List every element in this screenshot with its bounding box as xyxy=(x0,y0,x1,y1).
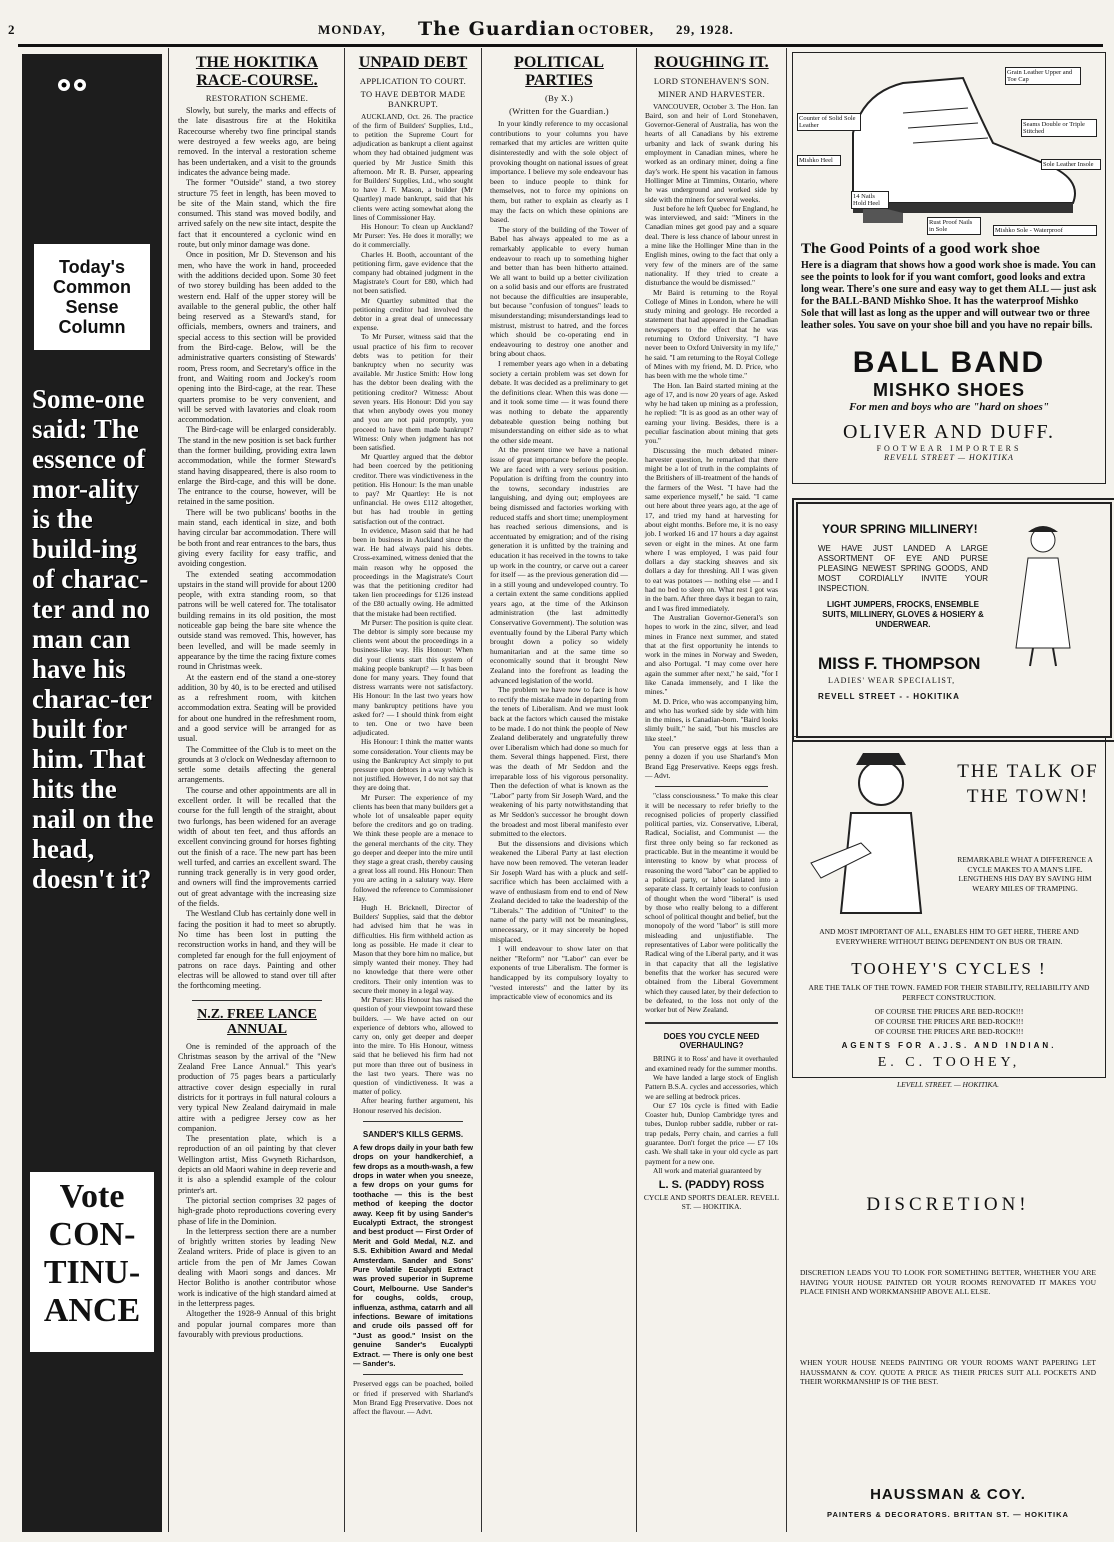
article-free-lance xyxy=(178,1042,336,1341)
mishko-shoes: MISHKO SHOES xyxy=(872,380,1026,400)
sanders-ad-text: A few drops daily in your bath few drops on your handkerchief, a few drops as a mouth-wash, a few drops in water when you sneeze, a few drops on your gums for toothache — this is the best method of keeping the doctor away. Keep fit by using Sander's Eucalypti Extract, the strongest and best product — First Order of Merit and Gold Medal, N.Z. and S.S. Exhibition Award and Medal Amsterdam. Sander and Sons' Pure Volatile Eucalypti Extract was proved superior in Supreme Court, Melbourne. Use Sander's for coughs, colds, croup, influenza, asthma, catarrh and all infections. Beware of imitations and crude oils passed off for "Just as good." Insist on the genuine Sander's Eucalypti Extract. — There is only one best — Sander's. xyxy=(353,1142,473,1369)
column-racecourse xyxy=(172,48,342,1532)
article-paragraph: After hearing further argument, his Honour reserved his decision. xyxy=(353,1096,473,1115)
column-unpaid-debt xyxy=(347,48,479,1532)
subhead-restoration: RESTORATION SCHEME. xyxy=(205,93,309,104)
shoe-label: Counter of Solid Sole Leather xyxy=(797,113,861,131)
byline: (By X.) xyxy=(544,93,574,104)
article-paragraph: Mr Purser: The position is quite clear. The debtor is simply sore because my clients went about the proceedings in a business-like way. His Honour: When did your clients start this system of making people bankrupt? — It has been done for many years. They found that distress warrants were not satisfactory. His Honour: In the last two years how many bankruptcy petitions have you asked for? — I should think from eight to ten. One or two have been adjudicated. xyxy=(353,617,473,738)
article-paragraph: His Honour: I think the matter wants some consideration. Your clients may be using the Bankruptcy Act simply to put pressure upon debtors in a way which is not justified. However, I do not say that they are doing that. xyxy=(353,737,473,793)
article-paragraph: Altogether the 1928-9 Annual of this bright and popular journal compares more than favourably with previous productions. xyxy=(178,1309,336,1339)
column-rule xyxy=(481,48,482,1532)
column-rule xyxy=(168,48,169,1532)
column-rule xyxy=(636,48,637,1532)
thompson-name: MISS F. THOMPSON xyxy=(818,654,981,673)
discretion-text-2: WHEN YOUR HOUSE NEEDS PAINTING OR YOUR ROOMS WANT PAPERING LET HAUSSMANN & COY. QUOTE A PRICE AS THEIR PRICES SUIT ALL POCKETS AND THEIR WORKMANSHIP IS OF THE BEST. xyxy=(800,1358,1096,1386)
discretion-headline: DISCRETION! xyxy=(866,1194,1030,1215)
column-rule xyxy=(344,48,345,1532)
man-illustration xyxy=(801,743,951,923)
haussman-ad xyxy=(792,1098,1104,1528)
owl-illustration xyxy=(52,76,92,94)
divider xyxy=(645,1022,778,1024)
article-paragraph: The course and other appointments are all in excellent order. It will be recalled that the course for the full length of the straight, about two furlongs, has been widened for an average width of about ten feet, and thus affords an excellent convincing ground for horses fighting out the finish of a race. The new part has been well turfed, and carries an excellent sward. The running track generally is in very good order, and owners will find the improvements carried out of great advantage with the increasing size of the fields. xyxy=(178,785,336,909)
article-paragraph: The former "Outside" stand, a two storey structure 75 feet in length, has been moved to be site of the Main stand, which the fire consumed. This stand was moved bodily, and arrived safely on the new site intact, despite the fact that it encountered a cyclonic wind en route, but only minor damage was done. xyxy=(178,178,336,250)
article-paragraph: The Hon. Ian Baird started mining at the age of 17, and is now 20 years of age. Asked why he had taken up mining as a profession, he replied: "It is as good as an other way of earning your living. Besides, there is a peculiar fascination about mining that gets you." xyxy=(645,380,778,446)
article-paragraph: In the letterpress section there are a number of brightly written stories by leading New Zealand writers. Pride of place is given to an article from the pen of Mr James Cowan dealing with Maori songs and dances. Mr Hector Bolitho is another contributor whose work is indicative of the high standard aimed at in the letterpress pages. xyxy=(178,1226,336,1308)
article-paragraph: The presentation plate, which is a reproduction of an oil painting by that clever Wellington artist, Miss Gwyneth Richardson, depicts an old Maori wahine in deep reverie and it is also a splendid example of the colour printer's art. xyxy=(178,1134,336,1195)
article-paragraph: Discussing the much debated miner-harvester question, he remarked that there might be a lot of truth in the complaints of the Britishers of ill-treatment of the hands of the farmers of the West. "I have had the same experience myself," he said. "I came out here about three years ago, at the age of 17, and tried my hand at harvesting for about eight months. Before me, it is no easy job. I worked 16 and 17 hours a day against seven or eight in the mines. At one farm where I was employed, I was paid four dollars a day stacking sheaves and six dollars a day for threshing. All I was given to eat was potatoes — nothing else — and I had no bed to sleep on. What rest I got was in the barn. After three days it began to rain, and I was fired immediately. xyxy=(645,445,778,613)
oliver-duff: OLIVER AND DUFF. xyxy=(842,421,1056,443)
article-paragraph: The extended seating accommodation upstairs in the stand will provide for about 1200 people, with extra standing room, so that patrons will be well catered for. The totalisator building remains in its old position, the most noticeable gap being the bare site whence the outside stand was removed. This, however, has been levelled, and will be made seemly in appearance by the time the racing fixture comes round in Christmas week. xyxy=(178,569,336,672)
article-paragraph: The Committee of the Club is to meet on the grounds at 3 o'clock on Wednesday afternoon to settle some details affecting the general arrangements. xyxy=(178,744,336,785)
millinery-items: LIGHT JUMPERS, FROCKS, ENSEMBLE SUITS, MILLINERY, GLOVES & HOSIERY & UNDERWEAR. xyxy=(822,600,984,629)
ross-name: L. S. (PADDY) ROSS xyxy=(658,1179,765,1192)
shoe-label: Seams Double or Triple Stitched xyxy=(1021,119,1097,137)
article-paragraph: Hugh H. Bricknell, Director of Builders' Supplies, said that the debtor had advised him that he was in difficulties. His firm withheld action as long as possible. He made it clear to Mason that they bore him no malice, but simply wanted their money. They had no knowledge that there were other creditors. Their only intention was to secure their money in a legal way. xyxy=(353,903,473,995)
bedrock-line: OF COURSE THE PRICES ARE BED-ROCK!!! xyxy=(874,1007,1024,1016)
millinery-headline: YOUR SPRING MILLINERY! xyxy=(822,522,978,536)
article-paragraph: Mr Purser: The experience of my clients has been that many builders get a whole lot of unsaleable paper equity before the creditors and go on trading. We think these people are a menace to the general merchants of the city. They go deeper and deeper into the mire until they stage a great crash, thereby causing a great loss all round. His Honour: Then you are acting in a salutary way. Here followed the reference to Commissioner Hay. xyxy=(353,792,473,903)
thompson-sub: LADIES' WEAR SPECIALIST, xyxy=(828,676,956,685)
shoe-label: 14 Nails Hold Heel xyxy=(851,191,889,209)
masthead-rule xyxy=(18,44,1103,47)
article-paragraph: AUCKLAND, Oct. 26. The practice of the firm of Builders' Supplies, Ltd., to petition the Supreme Court for adjudication as bankrupt a client against whom they had obtained judgment was queried by Mr Justice Smith this afternoon. Mr R. B. Purser, appearing for Builders' Supplies, Ltd., who sought to have J. F. Mason, a builder (Mr Quartley) made bankrupt, said that his clients were acting somewhat along the lines of Commissioner Hay. xyxy=(353,111,473,222)
lady-illustration xyxy=(998,518,1088,668)
shoe-label: Mishko Sole - Waterproof xyxy=(993,225,1097,236)
article-paragraph: I remember years ago when in a debating society a certain problem was set down for debate. It was decided as a preliminary to get the definitions clear. When this was done — and it took some time — it was found there was nothing to debate the apparently debateable question being nothing but misunderstanding on either side as to what the other side meant. xyxy=(490,359,628,445)
oliver-duff-address: REVELL STREET — HOKITIKA xyxy=(884,453,1014,462)
political-parties-continued xyxy=(645,791,778,1014)
eggs-advt: You can preserve eggs at less than a penny a dozen if you use Sharland's Mon Brand Egg Preservative. Keeps eggs fresh. — Advt. xyxy=(645,743,778,780)
sanders-ad-title: SANDER'S KILLS GERMS. xyxy=(362,1129,464,1139)
divider xyxy=(363,1121,463,1122)
sidebar-quote: Some-one said: The essence of mor-ality is the build-ing of charac-ter and no man can have his charac-ter built for him. That hits the nail on the head, doesn't it? xyxy=(32,384,154,894)
article-paragraph: Mr Baird is returning to the Royal College of Mines in London, where he will study mining and geology. He recorded a statement that had appeared in the Canadian newspapers to the effect that he was returning to Oxford University. "I have never been to Oxford University in my life," he said. "I am returning to the Royal College of Mines with my friend, M. D. Price, who has been with me the whole time." xyxy=(645,287,778,381)
discretion-text: DISCRETION LEADS YOU TO LOOK FOR SOMETHING BETTER, WHETHER YOU ARE HAVING YOUR HOUSE PAINTED OR YOUR ROOMS RENOVATED IT MAKES YOU PLACE FINISH AND WORKMANSHIP ABOVE ALL ELSE. xyxy=(800,1268,1096,1296)
ross-ad-text: We have landed a large stock of English Pattern B.S.A. cycles and accessories, which we are selling at bedrock prices. xyxy=(645,1072,778,1101)
shoe-text: Here is a diagram that shows how a good work shoe is made. You can see the points to look for if you want comfort, good looks and extra long wear. There's one sure and easy way to get them ALL — just ask for the BALL-BAND Mishko Shoe. It has the waterproof Mishko Sole that will last as long as the upper and will outwear two or three leather soles. You save on your shoe bill and you have no repair bills. xyxy=(801,260,1097,331)
written-for: (Written for the Guardian.) xyxy=(509,106,609,117)
talk-headline: THE TALK OF THE TOWN! xyxy=(957,761,1099,807)
toohey-ad xyxy=(792,736,1106,1078)
ross-ad-text: Our £7 10s cycle is fitted with Eadie Coaster hub, Dunlop Cambridge tyres and tubes, Dunlop rubber saddle, rubber or rat-trap pedals, Perry chain, and carries a full guarantee. Don't forget the price — £7 10s cash. We shall take in your old cycle as part payment for a new one. xyxy=(645,1100,778,1166)
toohey-text: ARE THE TALK OF THE TOWN. FAMED FOR THEIR STABILITY, RELIABILITY AND PERFECT CONSTRUCTION. xyxy=(808,983,1090,1002)
shoe-label: Mishko Heel xyxy=(797,155,841,166)
eggs-advt: Preserved eggs can be poached, boiled or fried if preserved with Sharland's Mon Brand Egg Preservative. Does not affect the flavour. — Advt. xyxy=(353,1379,473,1417)
article-roughing-it xyxy=(645,102,778,781)
article-paragraph: But the dissensions and divisions which weakened the Liberal Party at last election have now been removed. The veteran leader Sir Joseph Ward has with a pluck and self-sacrifice which has been acclaimed with a wave of enthusiasm from end to end of New Zealand decided to take the leadership of the "Liberals." The addition of "United" to the name of the party will not be meaningless, unnecessary, or it may sincerely be hoped misplaced. xyxy=(490,838,628,944)
divider xyxy=(655,786,768,787)
article-paragraph: The story of the building of the Tower of Babel has always appealed to me as a remarkably applicable to every human endeavour to reach up to something higher and better than has been hitherto attained. We all want to build up a better civilization on a solid basis and our efforts are frustrated not because the difficulties are insuperable, but because "confusion of tongues" leads to misunderstanding; misunderstandings lead to mistrust, mistrust to hatred, and the forces which should be co-operating end in endeavouring to destroy one another and bring about chaos. xyxy=(490,224,628,359)
subhead-application: APPLICATION TO COURT. xyxy=(359,75,467,86)
divider xyxy=(363,1374,463,1375)
ball-band-logo: BALL BAND xyxy=(852,346,1046,379)
article-paragraph: Mr Purser: His Honour has raised the question of your viewpoint toward these builders. — We have acted on our experience of debtors who, allowed to carry on, only get deeper and deeper into the mire. To His Honour, witness said that he believed his firm had not put more than three out of business in the last two years. There was no question of vindictiveness. It was a matter of policy. xyxy=(353,995,473,1097)
vote-box xyxy=(30,1172,154,1352)
bedrock-line: OF COURSE THE PRICES ARE BED-ROCK!!! xyxy=(874,1017,1024,1026)
headline-free-lance: N.Z. FREE LANCE ANNUAL xyxy=(197,1006,317,1038)
article-unpaid-debt xyxy=(353,112,473,1115)
article-political-parties xyxy=(490,119,628,1002)
masthead-date: 29, 1928. xyxy=(676,22,734,37)
masthead xyxy=(0,14,1114,44)
article-paragraph: The Australian Governor-General's son hopes to work in the zinc, silver, and lead mines in France next summer, and stated that at the first opportunity he intends to work in the mines in Norway and Sweden, and also Portugal. "I may come over here again the summer after next," he said, "for I like Canada immensely, and I like the mines." xyxy=(645,612,778,697)
article-paragraph: At the eastern end of the stand a one-storey addition, 30 by 40, is to be erected and utilised as a refreshment room, with kitchen accommodation extra. Seating will be provided for about one hundred in the refreshment room, and a good service will be arranged for as usual. xyxy=(178,672,336,744)
toohey-headline: TOOHEY'S CYCLES ! xyxy=(851,959,1047,978)
masthead-paper: The Guardian xyxy=(418,18,576,40)
article-paragraph: Just before he left Quebec for England, he was interviewed, and said: "Miners in the Canadian mines get good pay and a square deal. There is less chance of labour unrest in a mine like the Hollinger Mine than in the English mines, owing to the fact that only a very few of the miners are of the same nationality. If they tried to create a disturbance the would be dismissed." xyxy=(645,203,778,288)
ross-ad-text: All work and material guaranteed by xyxy=(653,1165,762,1175)
article-paragraph: Mr Quartley submitted that the petitioning creditor had involved the debtor in a great deal of unnecessary expense. xyxy=(353,295,473,333)
talk-more: AND MOST IMPORTANT OF ALL, ENABLES HIM TO GET HERE, THERE AND EVERYWHERE WITHOUT BEING DEPENDENT ON BUS OR TRAIN. xyxy=(819,927,1079,946)
ross-ad xyxy=(645,1054,778,1175)
article-paragraph: I will endeavour to show later on that neither "Reform" nor "Labor" can ever be exponents of true Liberalism. The former is handicapped by its compulsory loyalty to "vested interests" and the latter by its impracticable view of economics and its xyxy=(490,944,628,1002)
vote-continuance: Vote CON-TINU-ANCE xyxy=(43,1178,141,1329)
article-paragraph: In evidence, Mason said that he had been in business in Auckland since the war. He had always paid his debts. Cross-examined, witness denied that the main reason why he opposed the proceedings in the Magistrate's Court was that the petitioning creditor had taken lien proceedings for £126 instead of the £80 actually owing. He admitted that the mistake had been rectified. xyxy=(353,525,473,618)
ball-band-ad xyxy=(792,52,1106,484)
article-paragraph: Once in position, Mr D. Stevenson and his men, who have the work in hand, proceeded with the additions decided upon. Some 30 feet of two storey building has been added to the western end. Half of the upper storey will be available to the general public, the other half being reserved as a Steward's stand, for officials, members, owners and trainers, and special access to this section will be provided from the Bird-cage. Below, will be the administrative quarters consisting of Stewards' room, Press room, and Secretary's office in the front, and Waiting room and Jockey's room opening into the Bird-cage, at the rear. These quarters promise to be very convenient, and will be served with lavatories and cloak room accommodation. xyxy=(178,250,336,425)
common-sense-box xyxy=(34,244,150,350)
page-number: 2 xyxy=(8,22,16,37)
toohey-address: LEVELL STREET. — HOKITIKA. xyxy=(896,1080,1000,1089)
subhead-bankrupt: TO HAVE DEBTOR MADE BANKRUPT. xyxy=(360,88,466,109)
article-paragraph: To Mr Purser, witness said that the usual practice of his firm to recover debts was to petition for their bankruptcy when no security was available. Mr Justice Smith: How long has the debtor been dealing with the petitioning creditor? Witness: About seven years. His Honour: Did you say that when anybody owes you money and you are not paid promptly, you proceed to have them made bankrupt? Witness: Only when judgment has not been satisfied. xyxy=(353,332,473,452)
article-paragraph: Slowly, but surely, the marks and effects of the late disastrous fire at the Hokitika Racecourse whereby two fine principal stands were destroyed a few weeks ago, are being removed. In the interval a restoration scheme has been undertaken, and a visit to the grounds indicates the advance being made. xyxy=(178,106,336,177)
article-paragraph: "class consciousness." To make this clear it will be necessary to refer briefly to the recognised policies of properly classified political parties, viz. Conservative, Liberal, Radical, Socialist, and Communist — the first three only being so far reckoned as practicable. But in the meantime it would be interesting to know by what process of reasoning the word "labor" can be applied to a political party, or labor isolated into a separate class. It certainly leads to confusion of thought when the word "liberal" is used by those who really belong to a different school of political thought and belief, but the monopoly of the word "labor" is still more misleading and unjustifiable. The representatives of Labor were politically the Radical wing of the Liberal party, and it was in that capacity that all the legislative benefits that the worker has secured were obtained from the Liberal Government which they caused later, by their defection to be defeated, to the loss not only of the worker but of New Zealand. xyxy=(645,791,779,1015)
article-paragraph: M. D. Price, who was accompanying him, and who has worked side by side with him in the mines, is Canadian-born. "Baird looks slimly built," he said, "but his muscles are like steel." xyxy=(645,696,778,743)
article-paragraph: The Westland Club has certainly done well in facing the position it had to meet so abruptly. No time has been lost in putting the reconstruction works in hand, and they will be completed far enough for the full enjoyment of patrons on race days. Painting and other electras will be allowed to stand over till after the forthcoming meeting. xyxy=(178,909,336,991)
thompson-address: REVELL STREET - - HOKITIKA xyxy=(818,692,960,701)
common-sense-sidebar xyxy=(22,54,162,1532)
article-paragraph: The pictorial section comprises 32 pages of high-grade photo reproductions covering every phase of life in the Dominion. xyxy=(178,1195,336,1226)
shoe-label: Sole Leather Insole xyxy=(1041,159,1101,170)
shoe-headline: The Good Points of a good work shoe xyxy=(801,241,1040,257)
shoe-label: Grain Leather Upper and Toe Cap xyxy=(1005,67,1081,85)
article-paragraph: One is reminded of the approach of the Christmas season by the arrival of the "New Zealand Free Lance Annual." This year's production of 75 pages bears a particularly attractive cover design especially in rural districts for it portrays in full natural colours a very typical New Zealand dairymaid in male attire with a pedigree Jersey cow as her companion. xyxy=(178,1041,336,1133)
masthead-month: OCTOBER, xyxy=(578,22,655,37)
headline-roughing-it: ROUGHING IT. xyxy=(654,54,769,71)
ross-address: CYCLE AND SPORTS DEALER. REVELL ST. — HOKITIKA. xyxy=(643,1193,780,1212)
article-racecourse xyxy=(178,106,336,992)
ross-ad-text: BRING it to Ross' and have it overhauled and examined ready for the summer months. xyxy=(645,1054,778,1073)
column-political-parties xyxy=(484,48,634,1532)
article-paragraph: VANCOUVER, October 3. The Hon. Ian Baird, son and heir of Lord Stonehaven, Governor-General of Australia, has won the hearts of all Canadians by his extreme urbanity and lack of swank during his employment in Canadian mines, where he worked as an ordinary miner, doing a fine day's work. He spent his vacation in famous Hollinger Mine at Timmins, Ontario, where he was underground and worked side by side with the miners for several weeks. xyxy=(645,101,778,204)
article-paragraph: The Bird-cage will be enlarged considerably. The stand in the new position is set back further than the former building, providing extra lawn accommodation, while the former Steward's stand having disappeared, there is also room to enlarge the Bird-cage, and this will be done. The entrance to the course, however, will be retained in the same position. xyxy=(178,425,336,507)
headline-racecourse: THE HOKITIKA RACE-COURSE. xyxy=(195,54,319,89)
headline-unpaid-debt: UNPAID DEBT xyxy=(358,54,468,71)
article-paragraph: His Honour: To clean up Auckland? Mr Purser: Yes. He does it morally; we do it commercially. xyxy=(353,222,473,250)
haussman-name: HAUSSMAN & COY. xyxy=(870,1486,1026,1503)
subhead-stonehaven: LORD STONEHAVEN'S SON. xyxy=(653,75,770,86)
divider xyxy=(192,1000,322,1001)
ross-ad-question: DOES YOU CYCLE NEED OVERHAULING? xyxy=(663,1032,760,1051)
article-paragraph: Mr Quartley argued that the debtor had been coerced by the petitioning creditor. There was vindictiveness in the petition. His Honour: Is the man unable to pay? Mr Quartley: He is not unfinancial. He owes £112 altogether, but has had trouble in getting satisfaction out of the contract. xyxy=(353,452,473,526)
agents-line: AGENTS FOR A.J.S. AND INDIAN. xyxy=(841,1041,1057,1050)
masthead-day: MONDAY, xyxy=(318,22,386,37)
millinery-ad xyxy=(792,498,1114,742)
toohey-name: E. C. TOOHEY, xyxy=(877,1055,1021,1070)
bedrock-line: OF COURSE THE PRICES ARE BED-ROCK!!! xyxy=(874,1027,1024,1036)
men-boys-tagline: For men and boys who are "hard on shoes" xyxy=(849,401,1049,413)
common-sense-heading: Today's Common Sense Column xyxy=(53,257,131,337)
subhead-miner: MINER AND HARVESTER. xyxy=(657,88,766,99)
column-rule xyxy=(786,48,787,1532)
millinery-text: WE HAVE JUST LANDED A LARGE ASSORTMENT OF EYE AND PURSE PLEASING NEWEST SPRING GOODS, AND MOST CORDIALLY INVITE YOUR INSPECTION. xyxy=(818,544,988,593)
article-paragraph: In your kindly reference to my occasional contributions to your columns you have remarked that my articles are written quite disinterestedly and with the sole object of provoking thought on national issues of great importance. I believe my sole endeavour has been to induce people to think for themselves, not to force my opinions on them, but rather to explain as clearly as I may the facts on which these opinions are based. xyxy=(490,119,628,225)
article-paragraph: The problem we have now to face is how to rectify the mistake made in departing from the tenets of Liberalism. And we must look back at the factors which caused the mistake to be made. I do not think the people of New Zealand deliberately and ungratefully threw over Liberalism which had done so much for them. Several things happened. First, there was the death of Mr Seddon and the irreparable loss of his vigorous personality. Then the defection of what is known as the "Labor" party from Sir Joseph Ward, and the weakening of his party notwithstanding that as Mr Seddon's successor he brought down the broadest and most liberal manifesto ever submitted to the electors. xyxy=(490,685,628,839)
column-roughing-it xyxy=(639,48,784,1532)
article-paragraph: At the present time we have a national issue of great importance before the people. We are faced with a very serious position. Population is drifting from the country into the towns, secondary industries are languishing, and dying out; employees are being dismissed and factories working with reduced staffs and short time; unemployment has reached serious dimensions, and is accentuated by emigration; and of the rising generation it is unfitted by the training and education it has received in the towns to take up work in the country, or carve out a career for itself — as the previous generation did — in a still young and undeveloped country. To a certain extent the same conditions applied years ago, at the time of the Atkinson administration (the last admittedly Conservative Government). The solution was eventually found by the Liberal Party which brought down a policy so widely humanitarian and at the same time so economically sound that it brought New Zealand into the forefront as leading the advanced legislation of the world. xyxy=(490,445,628,685)
headline-political-parties: POLITICAL PARTIES xyxy=(514,54,604,89)
shoe-label: Rust Proof Nails in Sole xyxy=(927,217,981,235)
oliver-duff-sub: FOOTWEAR IMPORTERS xyxy=(876,444,1022,453)
article-paragraph: Charles H. Booth, accountant of the petitioning firm, gave evidence that the company had obtained judgment in the Magistrate's Court for £80, which had not been satisfied. xyxy=(353,249,473,296)
haussman-sub: PAINTERS & DECORATORS. BRITTAN ST. — HOKITIKA xyxy=(827,1510,1069,1519)
article-paragraph: There will be two publicans' booths in the main stand, each identical in size, and both having circular bar accommodation. There will be both front and rear entrances to the bars, thus giving every facility for easy traffic, and avoiding congestion. xyxy=(178,507,336,569)
talk-text: REMARKABLE WHAT A DIFFERENCE A CYCLE MAKES TO A MAN'S LIFE. LENGTHENS HIS DAY BY SAVING HIM WEARY MILES OF TRAMPING. xyxy=(957,855,1093,893)
